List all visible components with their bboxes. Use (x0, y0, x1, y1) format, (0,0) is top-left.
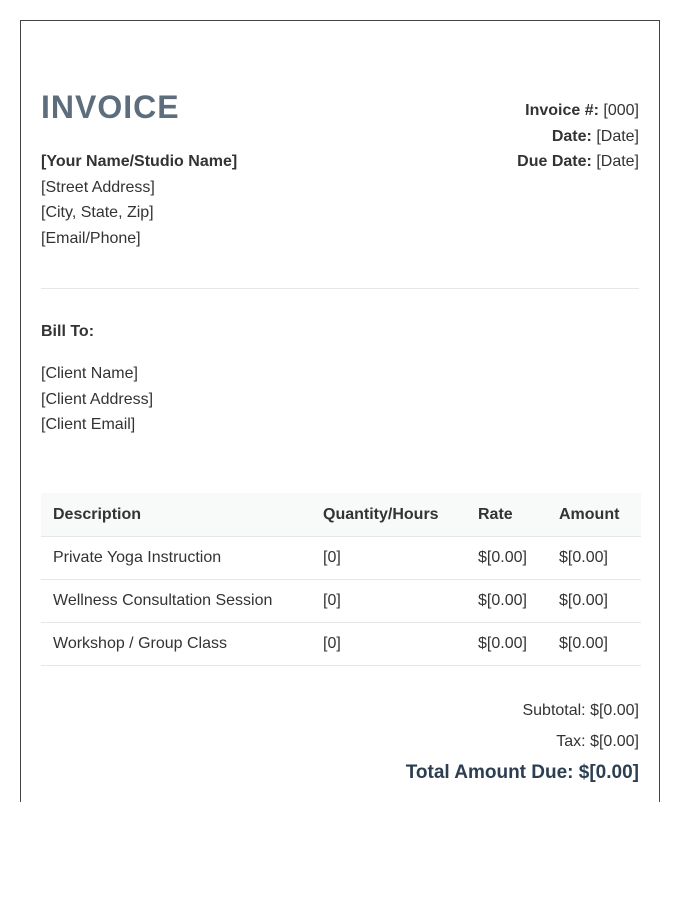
cell-quantity: [0] (311, 580, 466, 623)
client-address: [Client Address] (41, 390, 154, 408)
sender-name: [Your Name/Studio Name] (41, 153, 238, 170)
cell-description: Wellness Consultation Session (41, 580, 311, 623)
cell-quantity: [0] (311, 537, 466, 580)
header-amount: Amount (547, 493, 641, 537)
client-name: [Client Name] (41, 365, 138, 382)
invoice-due-value: [Date] (596, 153, 639, 170)
sender-city: [City, State, Zip] (41, 204, 154, 221)
invoice-number-line (517, 98, 639, 124)
cell-rate: $[0.00] (466, 537, 547, 580)
invoice-date-value: [Date] (596, 127, 639, 145)
cell-amount: $[0.00] (547, 537, 641, 580)
cell-quantity: [0] (311, 623, 466, 666)
subtotal-line: Subtotal: $[0.00] (522, 702, 639, 719)
invoice-meta (517, 98, 639, 175)
client-email: [Client Email] (41, 416, 136, 433)
section-divider (41, 288, 639, 289)
cell-amount: $[0.00] (547, 623, 641, 666)
invoice-due-line (517, 149, 639, 175)
invoice-date-label: Date: (551, 127, 592, 145)
invoice-number-value: [000] (603, 102, 639, 119)
invoice-number-label: Invoice #: (525, 102, 599, 119)
bill-to-block (41, 361, 153, 438)
sender-block (41, 149, 237, 251)
invoice-page (20, 20, 660, 802)
cell-description: Workshop / Group Class (41, 623, 311, 666)
table-row (41, 537, 641, 580)
table-row (41, 623, 641, 666)
table-header-row (41, 493, 641, 537)
header-quantity: Quantity/Hours (311, 493, 466, 537)
header-description: Description (41, 493, 311, 537)
cell-rate: $[0.00] (466, 580, 547, 623)
invoice-date-line (517, 124, 639, 150)
sender-street: [Street Address] (41, 178, 155, 196)
invoice-title: INVOICE (41, 89, 180, 125)
total-amount-due: Total Amount Due: $[0.00] (405, 762, 639, 783)
bill-to-label: Bill To: (41, 323, 95, 340)
cell-rate: $[0.00] (466, 623, 547, 666)
cell-description: Private Yoga Instruction (41, 537, 311, 580)
invoice-due-label: Due Date: (517, 153, 592, 170)
cell-amount: $[0.00] (547, 580, 641, 623)
table-row (41, 580, 641, 623)
totals-block (406, 695, 639, 789)
tax-line: Tax: $[0.00] (556, 733, 639, 750)
sender-contact: [Email/Phone] (41, 229, 141, 247)
line-items-table (41, 493, 641, 666)
header-rate: Rate (466, 493, 547, 537)
